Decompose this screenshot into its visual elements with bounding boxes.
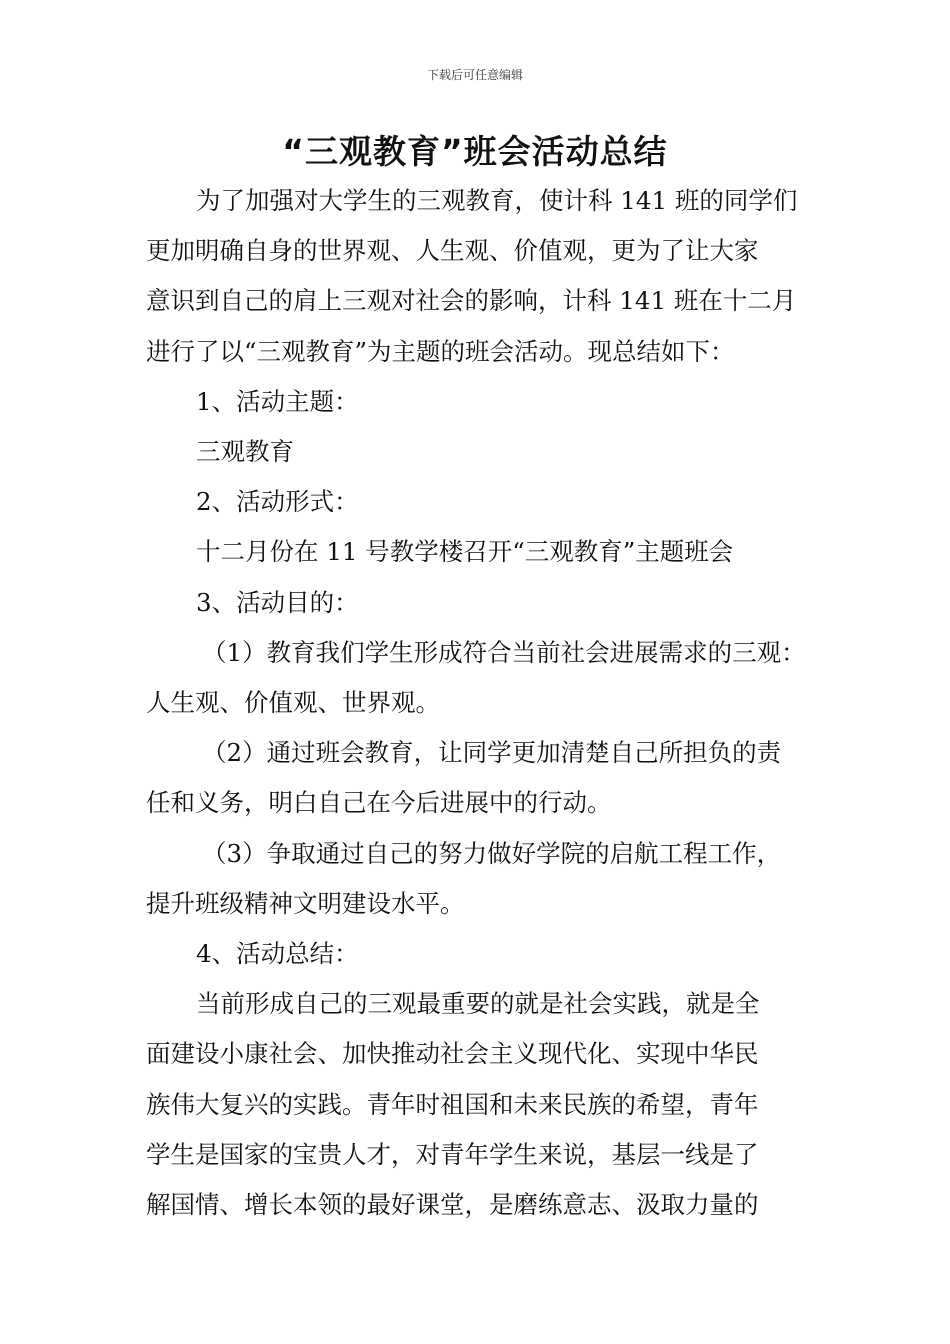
section-heading: 1、活动主题： <box>196 386 359 416</box>
section-heading: 4、活动总结： <box>196 939 359 969</box>
paragraph-line: 三观教育 <box>196 437 294 467</box>
document-title: “三观教育”班会活动总结 <box>282 132 668 171</box>
paragraph-line: 更加明确自身的世界观、人生观、价值观，更为了让大家 <box>146 236 759 266</box>
paragraph-line: 当前形成自己的三观最重要的就是社会实践，就是全 <box>196 989 760 1019</box>
paragraph-line: 面建设小康社会、加快推动社会主义现代化、实现中华民 <box>146 1039 759 1069</box>
paragraph-line: 学生是国家的宝贵人才，对青年学生来说，基层一线是了 <box>146 1139 759 1169</box>
list-item-line: （3）争取通过自己的努力做好学院的启航工程工作， <box>202 838 782 868</box>
list-item-line: 提升班级精神文明建设水平。 <box>146 888 465 918</box>
list-item-line: （1）教育我们学生形成符合当前社会进展需求的三观： <box>202 637 806 667</box>
paragraph-line: 进行了以“三观教育”为主题的班会活动。现总结如下： <box>146 336 735 366</box>
section-heading: 3、活动目的： <box>196 587 359 617</box>
header-note: 下载后可任意编辑 <box>426 68 523 82</box>
section-heading: 2、活动形式： <box>196 487 359 517</box>
paragraph-line: 族伟大复兴的实践。青年时祖国和未来民族的希望，青年 <box>146 1089 759 1119</box>
list-item-line: 人生观、价值观、世界观。 <box>146 688 440 718</box>
list-item-line: （2）通过班会教育，让同学更加清楚自己所担负的责 <box>202 738 782 768</box>
paragraph-line: 解国情、增长本领的最好课堂，是磨练意志、汲取力量的 <box>146 1190 759 1220</box>
document-body <box>146 176 826 1230</box>
paragraph-line: 十二月份在 11 号教学楼召开“三观教育”主题班会 <box>196 537 734 567</box>
list-item-line: 任和义务，明白自己在今后进展中的行动。 <box>146 788 612 818</box>
paragraph-line: 为了加强对大学生的三观教育，使计科 141 班的同学们 <box>196 186 798 215</box>
paragraph-line: 意识到自己的肩上三观对社会的影响，计科 141 班在十二月 <box>146 286 797 316</box>
